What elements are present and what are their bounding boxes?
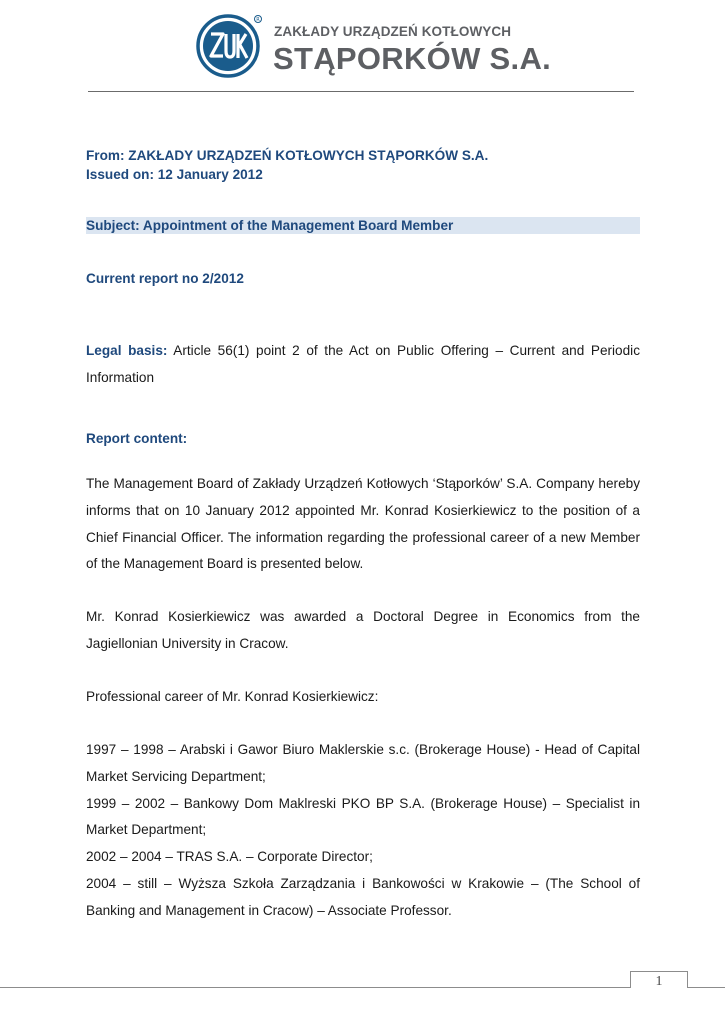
career-list — [86, 737, 640, 925]
legal-basis-text: Article 56(1) point 2 of the Act on Public Offering – Current and Periodic Information — [86, 343, 640, 385]
career-item: 2002 – 2004 – TRAS S.A. – Corporate Director; — [86, 849, 373, 865]
subject-line: Subject: Appointment of the Management Board Member — [86, 217, 640, 234]
report-number-block — [86, 266, 640, 293]
svg-text:R: R — [256, 17, 260, 23]
report-number: Current report no 2/2012 — [86, 271, 244, 286]
footer-divider — [0, 987, 725, 988]
paragraph-education: Mr. Konrad Kosierkiewicz was awarded a Doctoral Degree in Economics from the Jagiellonian University in Cracow. — [86, 609, 640, 651]
career-item: 1997 – 1998 – Arabski i Gawor Biuro Maklerskie s.c. (Brokerage House) - Head of Capital Market Servicing Department; — [86, 742, 640, 784]
company-name-line2: STĄPORKÓW S.A. — [273, 41, 552, 76]
report-content-heading-block — [86, 426, 640, 453]
page-number: 1 — [655, 974, 663, 989]
zuk-logo-icon — [196, 12, 262, 78]
legal-basis-block — [86, 338, 640, 392]
subject-block — [86, 217, 640, 234]
header-divider — [88, 91, 634, 92]
paragraph-appointment: The Management Board of Zakłady Urządzeń Kotłowych ‘Stąporków’ S.A. Company hereby informs that on 10 January 2012 appointed Mr. Konrad Kosierkiewicz to the position of a Chief Financial Officer. The information regarding the professional career of a new Member of the Management Board is presented below. — [86, 476, 640, 572]
legal-basis-label: Legal basis: — [86, 343, 168, 358]
career-item: 2004 – still – Wyższa Szkoła Zarządzania i Bankowości w Krakowie – (The School of Banking and Management in Cracow) – Associate Professor. — [86, 875, 640, 918]
sender-block — [86, 146, 640, 184]
company-name-line1: ZAKŁADY URZĄDZEŃ KOTŁOWYCH — [274, 24, 512, 39]
issued-line: Issued on: 12 January 2012 — [86, 167, 263, 182]
company-header — [196, 10, 552, 82]
report-content-label: Report content: — [86, 431, 188, 446]
career-item: 1999 – 2002 – Bankowy Dom Maklreski PKO BP S.A. (Brokerage House) – Specialist in Market Department; — [86, 795, 640, 838]
from-line: From: ZAKŁADY URZĄDZEŃ KOTŁOWYCH STĄPORKÓW S.A. — [86, 148, 489, 163]
career-heading: Professional career of Mr. Konrad Kosierkiewicz: — [86, 689, 379, 704]
